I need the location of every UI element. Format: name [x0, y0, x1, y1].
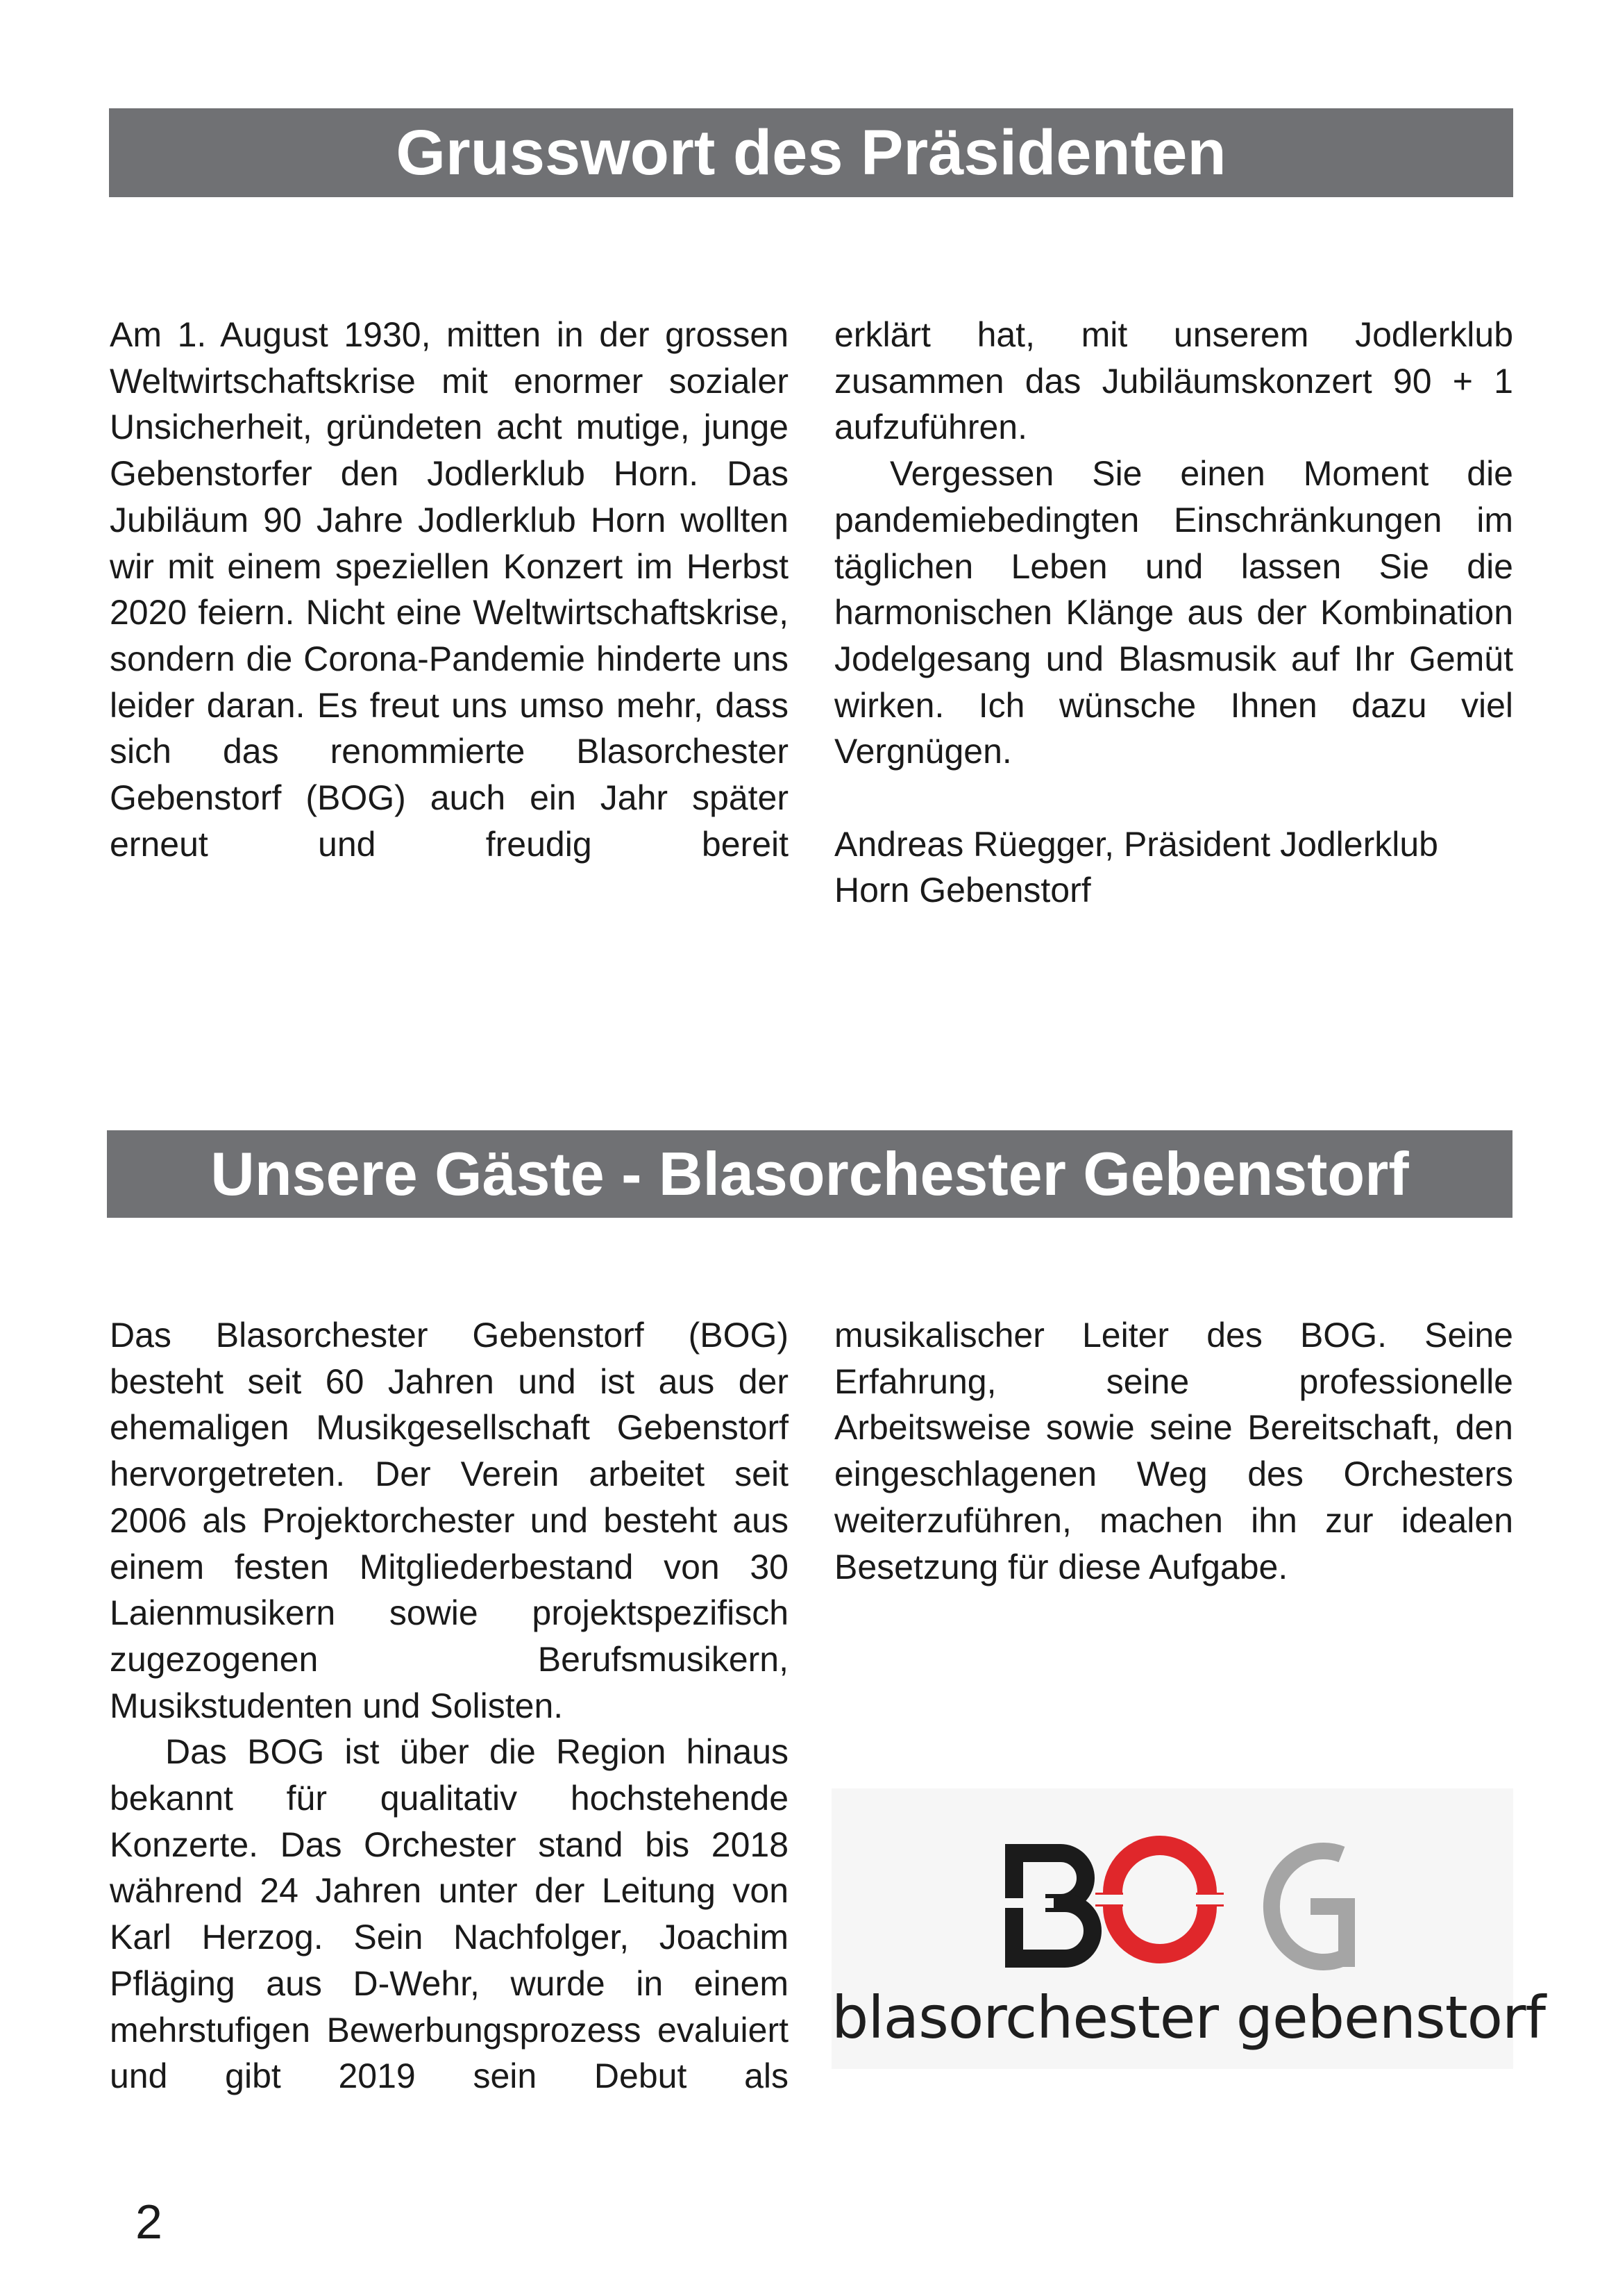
column-text [834, 1312, 1513, 1590]
column-text [110, 1312, 789, 2100]
paragraph: Vergessen Sie einen Moment die pandemiebedingten Einschränkungen im täglichen Leben und lassen Sie die harmonischen Klänge aus der Kombination Jodelgesang und Blasmusik auf Ihr Gemüt wirken. Ich wünsche Ihnen dazu viel Vergnügen. [834, 454, 1513, 771]
page-number: 2 [135, 2195, 162, 2249]
section-title-gaeste: Unsere Gäste - Blasorchester Gebenstorf [107, 1130, 1512, 1218]
signature: Andreas Rüegger, Präsident Jodlerklub Horn Gebenstorf [834, 824, 1438, 910]
bog-logo [832, 1788, 1546, 2069]
section-title-grusswort: Grusswort des Präsidenten [109, 108, 1513, 197]
column-text [834, 312, 1513, 914]
logo-letter-g [1272, 1851, 1347, 1962]
bog-logo-letters [832, 1788, 1513, 1990]
paragraph: Das Blasorchester Gebenstorf (BOG) besteht seit 60 Jahren und ist aus der ehemaligen Musikgesellschaft Gebenstorf hervorgetreten. Der Verein arbeitet seit 2006 als Projektorchester und besteht aus einem festen Mitgliederbestand von 30 Laienmusikern sowie projektspezifisch zugezogenen Berufsmusikern, Musikstudenten und Solisten. [110, 1316, 789, 1725]
logo-caption: blasorchester gebenstorf [832, 1984, 1546, 2052]
paragraph: Das BOG ist über die Region hinaus bekannt für qualitativ hochstehende Konzerte. Das Orchester stand bis 2018 während 24 Jahren unter der Leitung von Karl Herzog. Sein Nachfolger, Joachim Pfläging aus D-Wehr, wurde in einem mehrstufigen Bewerbungsprozess evaluiert und gibt 2019 sein Debut als [110, 1732, 789, 2096]
logo-letter-b [1005, 1844, 1093, 1968]
paragraph: Am 1. August 1930, mitten in der grossen Weltwirtschaftskrise mit enormer sozialer Unsicherheit, gründeten acht mutige, junge Gebenstorfer den Jodlerklub Horn. Das Jubiläum 90 Jahre Jodlerklub Horn wollten wir mit einem speziellen Konzert im Herbst 2020 feiern. Nicht eine Weltwirtschaftskrise, sondern die Corona-Pandemie hinderte uns leider daran. Es freut uns umso mehr, dass sich das renommierte Blasorchester Gebenstorf (BOG) auch ein Jahr später erneut und freudig bereit [110, 315, 789, 864]
logo-letter-o [1093, 1845, 1229, 1954]
paragraph: erklärt hat, mit unserem Jodlerklub zusammen das Jubiläumskonzert 90 + 1 aufzuführen. [834, 315, 1513, 447]
column-text [110, 312, 789, 867]
paragraph: musikalischer Leiter des BOG. Seine Erfahrung, seine professionelle Arbeitsweise sowie seine Bereitschaft, den eingeschlagenen Weg des Orchesters weiterzuführen, machen ihn zur idealen Besetzung für diese Aufgabe. [834, 1316, 1513, 1586]
